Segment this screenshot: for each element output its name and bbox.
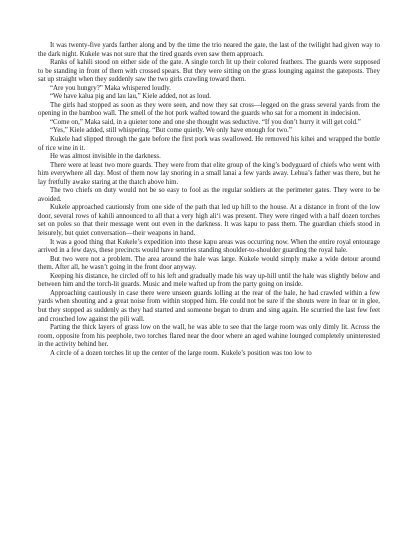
- paragraph-8: Kukele had slipped through the gate before the first pork was swallowed. He removed his kihei and wrapped the bottle of rice wine in it.: [38, 136, 380, 152]
- paragraph-18: A circle of a dozen torches lit up the center of the large room. Kukele’s position was too low to: [50, 349, 312, 357]
- paragraph-16: Approaching cautiously in case there were unseen guards lolling at the rear of the hale, he had crawled within a few yards when shouting and a great noise from within stopped him. He could not be sure if the shouts were in fear or in glee, but they stopped as suddenly as they had started and someone began to drum and sing again. He scurried the last few feet and crouched low against the pili wall.: [38, 289, 380, 323]
- paragraph-1: It was twenty-five yards farther along and by the time the trio neared the gate, the last of the twilight had given way to the dark night. Kukele was not sure that the tired guards even saw them approach.: [38, 42, 380, 58]
- paragraph-11: The two chiefs on duty would not be so easy to fool as the regular soldiers at the perimeter gates. They were to be avoided.: [38, 187, 380, 203]
- paragraph-9: He was almost invisible in the darkness.: [50, 153, 161, 161]
- paragraph-2: Ranks of kahili stood on either side of the gate. A single torch lit up their colored feathers. The guards were supposed to be standing in front of them with crossed spears. But they were sitting on the grass lounging against the gateposts. They sat up straight when they suddenly saw the two girls crawling toward them.: [38, 59, 380, 84]
- paragraph-4: “We have kalua pig and lau lau,” Kiele added, not as loud.: [50, 93, 211, 101]
- paragraph-7: “Yes,” Kiele added, still whispering. “But come quietly. We only have enough for two.”: [50, 127, 292, 135]
- paragraph-14: But two were not a problem. The area around the hale was large. Kukele would simply make a wide detour around them. After all, he wasn’t going in the front door anyway.: [38, 255, 380, 272]
- paragraph-6: “Come on,” Maka said, in a quieter tone and one she thought was seductive. “If you don’t hurry it will get cold.”: [50, 118, 361, 126]
- paragraph-13: It was a good thing that Kukele’s expedition into these kapu areas was occurring now. When the entire royal entourage arrived in a few days, these precincts would have sentries standing shoulder-to-shoulder guarding the royal hale.: [38, 238, 380, 255]
- paragraph-5: The girls had stopped as soon as they were seen, and now they sat cross—legged on the grass several yards from the opening in the bamboo wall. The smell of the hot pork wafted toward the guards who sat for a moment in indecision.: [38, 101, 380, 118]
- paragraph-10: There were at least two more guards. They were from that elite group of the king’s bodyguard of chiefs who went with him everywhere all day. Most of them now lay snoring in a small lanai a few yards away. Lehua’s father was there, but he lay fretfully awake staring at the thatch above him.: [38, 161, 380, 186]
- paragraph-3: “Are you hungry?” Maka whispered loudly.: [50, 84, 171, 92]
- paragraph-17: Parting the thick layers of grass low on the wall, he was able to see that the large room was only dimly lit. Across the room, opposite from his peephole, two torches flared near the door where an aged wahine lounged completely uninterested in the activity behind her.: [38, 324, 380, 349]
- paragraph-12: Kukele approached cautiously from one side of the path that led up hill to the house. At a distance in front of the low door, several rows of kahili announced to all that a very high ali‘i was present. They were ringed with a half dozen torches set on poles so that their message went out even in the darkness. It was kapu to pass them. The guardian chiefs stood in leisurely, but quiet conversation—their weapons in hand.: [38, 204, 380, 238]
- paragraph-15: Keeping his distance, he circled off to his left and gradually made his way up-hill until the hale was slightly below and between him and the torch-lit guards. Music and mele wafted up from the party going on inside.: [38, 272, 380, 289]
